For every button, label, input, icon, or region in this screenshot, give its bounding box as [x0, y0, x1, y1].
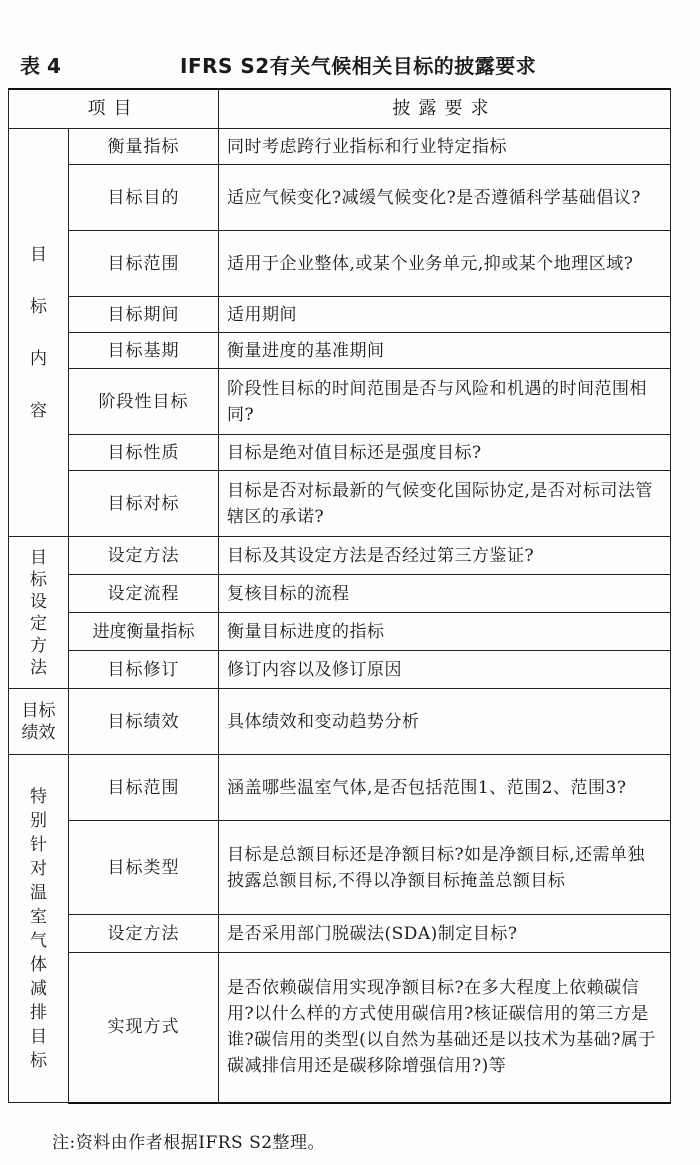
- requirement-cell: 目标是绝对值目标还是强度目标?: [219, 435, 671, 471]
- group-label: 目标设定方法: [9, 537, 69, 689]
- requirement-cell: 涵盖哪些温室气体,是否包括范围1、范围2、范围3?: [219, 755, 671, 821]
- group-label: 目标绩效: [9, 689, 69, 755]
- requirement-cell: 衡量目标进度的指标: [219, 613, 671, 651]
- item-cell: 目标范围: [69, 231, 219, 297]
- requirement-cell: 衡量进度的基准期间: [219, 333, 671, 369]
- disclosure-requirements-table: [8, 88, 671, 1104]
- table-row: [9, 231, 671, 297]
- table-row: [9, 435, 671, 471]
- table-row: [9, 821, 671, 915]
- table-row: [9, 651, 671, 689]
- requirement-cell: 目标及其设定方法是否经过第三方鉴证?: [219, 537, 671, 575]
- table-number: 表 4: [20, 54, 61, 78]
- item-cell: 目标类型: [69, 821, 219, 915]
- table-row: [9, 297, 671, 333]
- requirement-cell: 适用期间: [219, 297, 671, 333]
- item-cell: 目标绩效: [69, 689, 219, 755]
- requirement-cell: 是否依赖碳信用实现净额目标?在多大程度上依赖碳信用?以什么样的方式使用碳信用?核证碳信用的第三方是谁?碳信用的类型(以自然为基础还是以技术为基础?属于碳减排信用还是碳移除增强信用?)等: [219, 953, 671, 1103]
- table-row: [9, 333, 671, 369]
- table-row: [9, 575, 671, 613]
- group-label: 目标内容: [9, 129, 69, 537]
- table-row: [9, 471, 671, 537]
- table-row: [9, 613, 671, 651]
- requirement-cell: 修订内容以及修订原因: [219, 651, 671, 689]
- header-item: 项目: [9, 89, 219, 129]
- requirement-cell: 同时考虑跨行业指标和行业特定指标: [219, 129, 671, 165]
- table-row: [9, 537, 671, 575]
- item-cell: 目标修订: [69, 651, 219, 689]
- table-header-row: [9, 89, 671, 129]
- requirement-cell: 是否采用部门脱碳法(SDA)制定目标?: [219, 915, 671, 953]
- requirement-cell: 适应气候变化?减缓气候变化?是否遵循科学基础倡议?: [219, 165, 671, 231]
- table-caption: [20, 50, 680, 80]
- table-row: [9, 165, 671, 231]
- item-cell: 实现方式: [69, 953, 219, 1103]
- requirement-cell: 目标是否对标最新的气候变化国际协定,是否对标司法管辖区的承诺?: [219, 471, 671, 537]
- item-cell: 衡量指标: [69, 129, 219, 165]
- item-cell: 设定方法: [69, 915, 219, 953]
- table-row: [9, 953, 671, 1103]
- table-row: [9, 755, 671, 821]
- table-row: [9, 915, 671, 953]
- requirement-cell: 目标是总额目标还是净额目标?如是净额目标,还需单独披露总额目标,不得以净额目标掩盖总额目标: [219, 821, 671, 915]
- item-cell: 阶段性目标: [69, 369, 219, 435]
- table-title: IFRS S2有关气候相关目标的披露要求: [180, 54, 537, 78]
- table-note: 注:资料由作者根据IFRS S2整理。: [52, 1133, 326, 1153]
- requirement-cell: 具体绩效和变动趋势分析: [219, 689, 671, 755]
- item-cell: 设定流程: [69, 575, 219, 613]
- item-cell: 目标性质: [69, 435, 219, 471]
- item-cell: 目标范围: [69, 755, 219, 821]
- item-cell: 目标期间: [69, 297, 219, 333]
- table-row: [9, 689, 671, 755]
- item-cell: 目标对标: [69, 471, 219, 537]
- table-row: [9, 369, 671, 435]
- item-cell: 目标目的: [69, 165, 219, 231]
- item-cell: 目标基期: [69, 333, 219, 369]
- item-cell: 进度衡量指标: [69, 613, 219, 651]
- table-row: [9, 129, 671, 165]
- header-requirement: 披露要求: [219, 89, 671, 129]
- requirement-cell: 适用于企业整体,或某个业务单元,抑或某个地理区域?: [219, 231, 671, 297]
- requirement-cell: 阶段性目标的时间范围是否与风险和机遇的时间范围相同?: [219, 369, 671, 435]
- requirement-cell: 复核目标的流程: [219, 575, 671, 613]
- group-label: 特别针对温室气体减排目标: [9, 755, 69, 1103]
- item-cell: 设定方法: [69, 537, 219, 575]
